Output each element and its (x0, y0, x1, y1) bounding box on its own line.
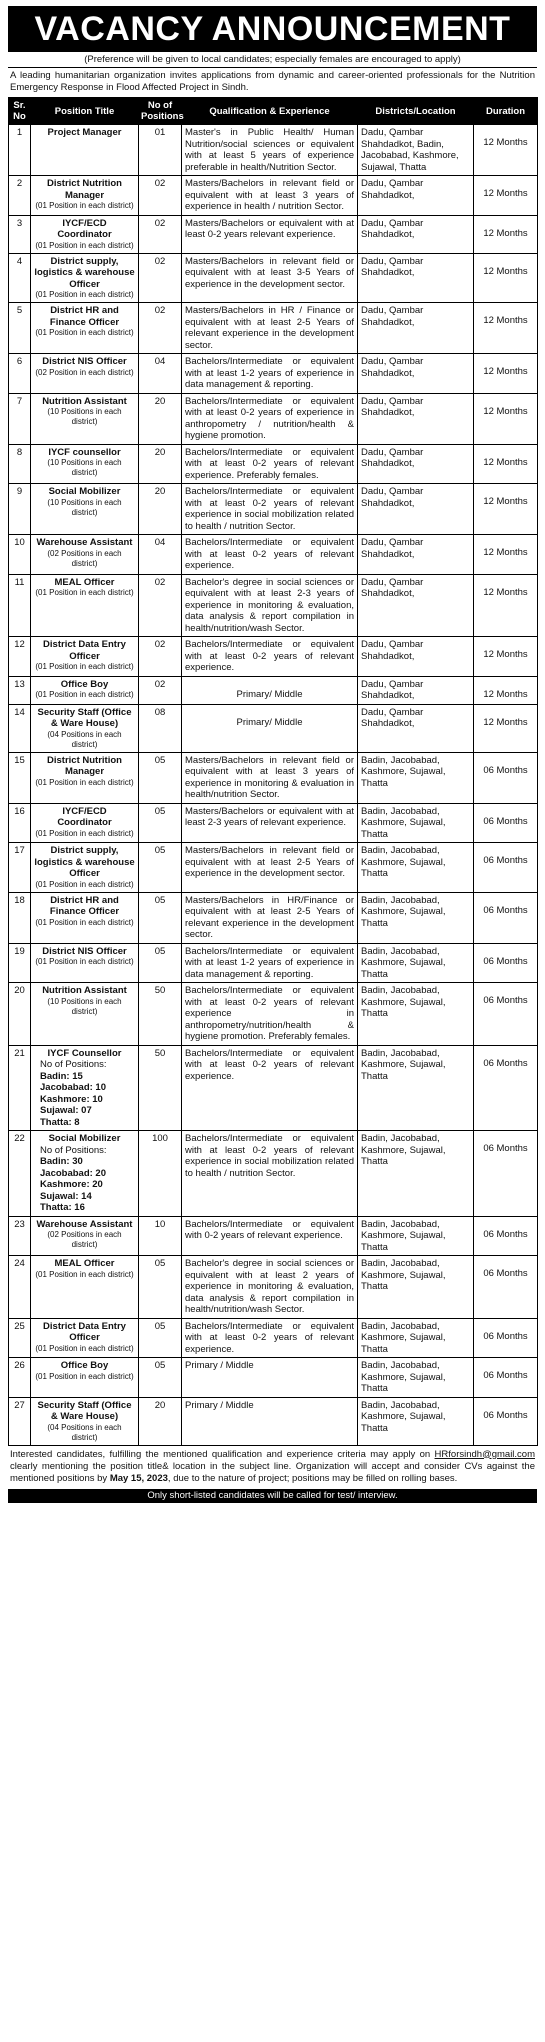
table-row (9, 843, 538, 893)
intro-paragraph: A leading humanitarian organization invites applications from dynamic and career-oriented professionals for the Nutrition Emergency Response in Flood Affected Project in Sindh. (10, 70, 535, 93)
positions-count-cell: 50 (139, 1045, 182, 1131)
position-title: Security Staff (Office & Ware House) (37, 706, 132, 729)
position-title: Office Boy (60, 678, 109, 690)
position-title-cell (31, 1358, 139, 1398)
qualification-cell: Masters/Bachelors in relevant field or equivalent with at least 3-5 Years of experience in the development sector. (182, 253, 358, 303)
position-count-note: (02 Positions in each district) (47, 1230, 122, 1249)
position-count-note: (01 Position in each district) (35, 1343, 134, 1353)
shortlist-notice: Only short-listed candidates will be called for test/ interview. (8, 1489, 537, 1503)
location-cell: Dadu, Qambar Shahdadkot, (358, 704, 474, 752)
position-count-note: (02 Positions in each district) (47, 548, 122, 568)
duration-cell: 06 Months (474, 1045, 538, 1131)
position-count-note: (10 Positions in each district) (47, 497, 122, 517)
qualification-cell: Bachelors/Intermediate or equivalent with at least 0-2 years of relevant experience in anthropometry/nutrition/health & hygiene promotion. Preferably females. (182, 983, 358, 1046)
location-cell: Dadu, Qambar Shahdadkot, (358, 176, 474, 216)
location-cell: Dadu, Qambar Shahdadkot, (358, 574, 474, 637)
duration-cell: 12 Months (474, 354, 538, 394)
qualification-cell: Masters/Bachelors in HR/Finance or equivalent with at least 2-5 Years of relevant experience in the development sector. (182, 892, 358, 943)
position-title-cell (31, 215, 139, 253)
qualification-cell: Bachelors/Intermediate or equivalent with at least 0-2 years of relevant experience. (182, 637, 358, 677)
location-cell: Badin, Jacobabad, Kashmore, Sujawal, Thatta (358, 843, 474, 893)
duration-cell: 06 Months (474, 1256, 538, 1319)
position-title-cell (31, 535, 139, 575)
qualification-cell: Bachelors/Intermediate or equivalent with at least 1-2 years of experience in data management & reporting. (182, 354, 358, 394)
table-row (9, 574, 538, 637)
application-instructions (8, 1446, 537, 1487)
qualification-cell: Bachelor's degree in social sciences or equivalent with at least 2 years of experience in monitoring & evaluation, data analysis & report compilation in health/nutrition/wash Sector. (182, 1256, 358, 1319)
position-count-note: No of Positions: (40, 1059, 107, 1070)
district-breakdown-item: Kashmore: 10 (40, 1093, 103, 1105)
position-title: IYCF/ECD Coordinator (57, 805, 112, 828)
location-cell: Dadu, Qambar Shahdadkot, (358, 215, 474, 253)
sr-no-cell: 23 (9, 1216, 31, 1256)
position-title: District NIS Officer (42, 356, 127, 367)
position-title: Social Mobilizer (48, 486, 121, 497)
positions-count-cell: 20 (139, 444, 182, 484)
district-breakdown-item: Badin: 15 (40, 1070, 83, 1082)
duration-cell: 12 Months (474, 704, 538, 752)
table-row (9, 444, 538, 484)
position-title-cell (31, 1397, 139, 1445)
district-breakdown-item: Kashmore: 20 (40, 1179, 103, 1190)
location-cell: Dadu, Qambar Shahdadkot, (358, 303, 474, 354)
position-title: District Nutrition Manager (47, 178, 122, 201)
position-count-note: (02 Position in each district) (35, 367, 134, 377)
position-title-cell (31, 803, 139, 843)
location-cell: Badin, Jacobabad, Kashmore, Sujawal, Thatta (358, 752, 474, 803)
position-title-cell (31, 303, 139, 354)
table-row (9, 1256, 538, 1319)
qualification-cell: Bachelors/Intermediate or equivalent with at least 0-2 years of relevant experience. Preferably females. (182, 444, 358, 484)
qualification-cell: Primary/ Middle (182, 704, 358, 752)
table-row (9, 1216, 538, 1256)
position-count-note: (01 Position in each district) (35, 828, 134, 838)
position-title-cell (31, 983, 139, 1046)
position-count-note: (01 Position in each district) (35, 957, 134, 966)
positions-count-cell: 20 (139, 484, 182, 535)
sr-no-cell: 9 (9, 484, 31, 535)
positions-count-cell: 05 (139, 1318, 182, 1358)
duration-cell: 06 Months (474, 1397, 538, 1445)
position-title: Warehouse Assistant (36, 537, 133, 548)
positions-count-cell: 100 (139, 1131, 182, 1217)
location-cell: Badin, Jacobabad, Kashmore, Sujawal, Thatta (358, 892, 474, 943)
duration-cell: 06 Months (474, 943, 538, 983)
positions-count-cell: 20 (139, 393, 182, 444)
location-cell: Dadu, Qambar Shahdadkot, (358, 393, 474, 444)
position-title-cell (31, 484, 139, 535)
sr-no-cell: 3 (9, 215, 31, 253)
footer-line-4: , due to the nature of project; positions may be filled on rolling bases. (167, 1472, 458, 1484)
positions-count-cell: 02 (139, 574, 182, 637)
sr-no-cell: 15 (9, 752, 31, 803)
duration-cell: 06 Months (474, 1358, 538, 1398)
sr-no-cell: 1 (9, 125, 31, 176)
position-count-note: (01 Position in each district) (35, 879, 134, 889)
district-breakdown-item: Badin: 30 (40, 1156, 83, 1167)
sr-no-cell: 6 (9, 354, 31, 394)
table-row (9, 1131, 538, 1217)
footer-line-2: clearly mentioning the position title& location in the subject line. (10, 1460, 292, 1472)
duration-cell: 06 Months (474, 1216, 538, 1256)
table-row (9, 303, 538, 354)
table-row (9, 1358, 538, 1398)
position-title-cell (31, 752, 139, 803)
table-row (9, 676, 538, 704)
positions-count-cell: 50 (139, 983, 182, 1046)
position-title: IYCF counsellor (48, 446, 121, 458)
positions-count-cell: 05 (139, 943, 182, 983)
sr-no-cell: 13 (9, 676, 31, 704)
announcement-title: VACANCY ANNOUNCEMENT (8, 6, 537, 52)
qualification-cell: Bachelors/Intermediate or equivalent with at least 0-2 years of relevant experience. (182, 1045, 358, 1131)
preference-note: (Preference will be given to local candidates; especially females are encouraged to apply) (8, 52, 537, 68)
position-title-cell (31, 704, 139, 752)
position-title-cell (31, 354, 139, 394)
district-breakdown-item: Sujawal: 14 (40, 1190, 92, 1202)
positions-count-cell: 05 (139, 752, 182, 803)
sr-no-cell: 18 (9, 892, 31, 943)
positions-count-cell: 05 (139, 843, 182, 893)
position-count-note: (04 Positions in each district) (47, 729, 122, 749)
location-cell: Badin, Jacobabad, Kashmore, Sujawal, Thatta (358, 1256, 474, 1319)
position-title: IYCF/ECD Coordinator (57, 217, 112, 240)
position-count-note: (01 Position in each district) (35, 240, 134, 250)
position-title: District HR and Finance Officer (49, 894, 120, 917)
positions-count-cell: 02 (139, 176, 182, 216)
application-deadline: May 15, 2023 (109, 1472, 168, 1484)
header-duration: Duration (474, 98, 538, 125)
table-row (9, 637, 538, 677)
position-title-cell (31, 1318, 139, 1358)
qualification-cell: Bachelors/Intermediate or equivalent with at least 0-2 years of relevant experience in social mobilization related to health / nutrition Sector. (182, 1131, 358, 1217)
position-title-cell (31, 892, 139, 943)
positions-count-cell: 02 (139, 303, 182, 354)
position-title-cell (31, 637, 139, 677)
table-row (9, 1397, 538, 1445)
table-row (9, 215, 538, 253)
position-count-note: (10 Positions in each district) (47, 407, 122, 426)
footer-line-3: Organization will accept and consider CVs against the mentioned positions by (10, 1460, 535, 1484)
duration-cell: 06 Months (474, 892, 538, 943)
sr-no-cell: 26 (9, 1358, 31, 1398)
duration-cell: 12 Months (474, 535, 538, 575)
position-count-note: (01 Position in each district) (35, 1371, 134, 1381)
position-title-cell (31, 843, 139, 893)
duration-cell: 12 Months (474, 574, 538, 637)
position-count-note: (10 Positions in each district) (47, 996, 122, 1016)
sr-no-cell: 17 (9, 843, 31, 893)
district-breakdown-item: Thatta: 8 (40, 1116, 80, 1128)
qualification-cell: Primary/ Middle (182, 676, 358, 704)
positions-count-cell: 10 (139, 1216, 182, 1256)
positions-count-cell: 02 (139, 215, 182, 253)
qualification-cell: Masters/Bachelors or equivalent with at least 0-2 years relevant experience. (182, 215, 358, 253)
qualification-cell: Bachelors/Intermediate or equivalent with at least 0-2 years of relevant experience. (182, 535, 358, 575)
position-title: District supply, logistics & warehouse Officer (34, 845, 135, 879)
header-location: Districts/Location (358, 98, 474, 125)
sr-no-cell: 22 (9, 1131, 31, 1217)
positions-count-cell: 05 (139, 892, 182, 943)
vacancy-table (8, 97, 538, 1446)
qualification-cell: Primary / Middle (182, 1397, 358, 1445)
position-title-cell (31, 1131, 139, 1217)
table-row (9, 535, 538, 575)
qualification-cell: Bachelors/Intermediate or equivalent with 0-2 years of relevant experience. (182, 1216, 358, 1256)
duration-cell: 12 Months (474, 303, 538, 354)
table-row (9, 1045, 538, 1131)
positions-count-cell: 05 (139, 1256, 182, 1319)
position-title: Social Mobilizer (48, 1133, 121, 1144)
position-title: Warehouse Assistant (36, 1218, 133, 1230)
positions-count-cell: 01 (139, 125, 182, 176)
sr-no-cell: 24 (9, 1256, 31, 1319)
location-cell: Dadu, Qambar Shahdadkot, (358, 444, 474, 484)
position-title-cell (31, 125, 139, 176)
position-title-cell (31, 393, 139, 444)
location-cell: Badin, Jacobabad, Kashmore, Sujawal, Thatta (358, 1216, 474, 1256)
position-title: Security Staff (Office & Ware House) (37, 1399, 132, 1422)
table-row (9, 803, 538, 843)
positions-count-cell: 20 (139, 1397, 182, 1445)
duration-cell: 12 Months (474, 176, 538, 216)
sr-no-cell: 19 (9, 943, 31, 983)
position-title-cell (31, 574, 139, 637)
district-breakdown-item: Sujawal: 07 (40, 1105, 92, 1116)
sr-no-cell: 5 (9, 303, 31, 354)
position-title-cell (31, 1216, 139, 1256)
position-title-cell (31, 676, 139, 704)
table-row (9, 752, 538, 803)
table-row (9, 1318, 538, 1358)
qualification-cell: Bachelors/Intermediate or equivalent with at least 0-2 years of relevant experience in social mobilization related to health / nutrition Sector. (182, 484, 358, 535)
positions-count-cell: 02 (139, 676, 182, 704)
table-row (9, 125, 538, 176)
qualification-cell: Masters/Bachelors in relevant field or equivalent with at least 3 years of experience in health / nutrition Sector. (182, 176, 358, 216)
qualification-cell: Masters/Bachelors in HR / Finance or equivalent with at least 2-5 Years of relevant experience in the development sector. (182, 303, 358, 354)
location-cell: Badin, Jacobabad, Kashmore, Sujawal, Thatta (358, 983, 474, 1046)
position-count-note: (01 Position in each district) (35, 777, 134, 787)
positions-count-cell: 05 (139, 803, 182, 843)
sr-no-cell: 14 (9, 704, 31, 752)
qualification-cell: Master's in Public Health/ Human Nutrition/social sciences or equivalent with at least 5 years of experience preferable in health/Nutrition Sector. (182, 125, 358, 176)
district-breakdown-item: Jacobabad: 10 (40, 1082, 106, 1093)
duration-cell: 12 Months (474, 215, 538, 253)
qualification-cell: Primary / Middle (182, 1358, 358, 1398)
location-cell: Badin, Jacobabad, Kashmore, Sujawal, Thatta (358, 1318, 474, 1358)
position-title: MEAL Officer (54, 1258, 115, 1269)
district-breakdown-item: Jacobabad: 20 (40, 1167, 106, 1179)
header-position-title: Position Title (31, 98, 139, 125)
sr-no-cell: 12 (9, 637, 31, 677)
positions-count-cell: 02 (139, 637, 182, 677)
position-title: Project Manager (47, 127, 122, 138)
application-email-link[interactable]: HRforsindh@gmail.com (434, 1448, 535, 1460)
position-count-note: (01 Position in each district) (35, 201, 134, 210)
positions-count-cell: 04 (139, 354, 182, 394)
header-no-of-positions: No of Positions (139, 98, 182, 125)
duration-cell: 06 Months (474, 1318, 538, 1358)
position-title-cell (31, 943, 139, 983)
location-cell: Dadu, Qambar Shahdadkot, (358, 637, 474, 677)
footer-line-1: Interested candidates, fulfilling the mentioned qualification and experience criteria may apply on (10, 1448, 431, 1460)
duration-cell: 12 Months (474, 637, 538, 677)
duration-cell: 12 Months (474, 444, 538, 484)
location-cell: Badin, Jacobabad, Kashmore, Sujawal, Thatta (358, 1397, 474, 1445)
sr-no-cell: 21 (9, 1045, 31, 1131)
position-title: District HR and Finance Officer (49, 305, 120, 328)
position-title-cell (31, 1045, 139, 1131)
duration-cell: 12 Months (474, 253, 538, 303)
table-row (9, 983, 538, 1046)
position-title: Nutrition Assistant (42, 395, 127, 407)
table-row (9, 176, 538, 216)
location-cell: Badin, Jacobabad, Kashmore, Sujawal, Thatta (358, 803, 474, 843)
position-count-note: (01 Position in each district) (35, 290, 134, 299)
location-cell: Badin, Jacobabad, Kashmore, Sujawal, Thatta (358, 1045, 474, 1131)
position-title: District Data Entry Officer (43, 639, 126, 662)
qualification-cell: Masters/Bachelors or equivalent with at least 2-3 years of relevant experience. (182, 803, 358, 843)
table-row (9, 892, 538, 943)
qualification-cell: Bachelor's degree in social sciences or equivalent with at least 2-3 years of experience in monitoring & evaluation, data analysis & report compilation in health/nutrition/wash Sector. (182, 574, 358, 637)
duration-cell: 06 Months (474, 803, 538, 843)
qualification-cell: Masters/Bachelors in relevant field or equivalent with at least 2-5 Years of experience in the development sector. (182, 843, 358, 893)
table-header-row (9, 98, 538, 125)
position-title-cell (31, 444, 139, 484)
sr-no-cell: 27 (9, 1397, 31, 1445)
position-title-cell (31, 176, 139, 216)
position-title: IYCF Counsellor (47, 1047, 122, 1059)
position-title-cell (31, 1256, 139, 1319)
position-count-note: No of Positions: (40, 1144, 107, 1156)
location-cell: Dadu, Qambar Shahdadkot, (358, 535, 474, 575)
position-title: District Data Entry Officer (43, 1320, 126, 1343)
qualification-cell: Bachelors/Intermediate or equivalent with at least 0-2 years of experience in anthropometry / nutrition/health & hygiene promotion. (182, 393, 358, 444)
sr-no-cell: 16 (9, 803, 31, 843)
duration-cell: 06 Months (474, 1131, 538, 1217)
sr-no-cell: 8 (9, 444, 31, 484)
location-cell: Badin, Jacobabad, Kashmore, Sujawal, Thatta (358, 943, 474, 983)
position-count-note: (10 Positions in each district) (47, 458, 122, 477)
sr-no-cell: 25 (9, 1318, 31, 1358)
sr-no-cell: 20 (9, 983, 31, 1046)
table-row (9, 484, 538, 535)
positions-count-cell: 08 (139, 704, 182, 752)
positions-count-cell: 02 (139, 253, 182, 303)
qualification-cell: Bachelors/Intermediate or equivalent with at least 1-2 years of experience in data management & reporting. (182, 943, 358, 983)
position-count-note: (01 Position in each district) (35, 588, 134, 597)
position-count-note: (01 Position in each district) (35, 328, 134, 337)
header-sr-no: Sr. No (9, 98, 31, 125)
location-cell: Badin, Jacobabad, Kashmore, Sujawal, Thatta (358, 1358, 474, 1398)
sr-no-cell: 7 (9, 393, 31, 444)
duration-cell: 12 Months (474, 676, 538, 704)
location-cell: Dadu, Qambar Shahdadkot, (358, 484, 474, 535)
sr-no-cell: 10 (9, 535, 31, 575)
position-title: MEAL Officer (54, 576, 115, 588)
position-count-note: (01 Position in each district) (35, 917, 134, 927)
sr-no-cell: 11 (9, 574, 31, 637)
position-title: District NIS Officer (42, 945, 127, 957)
duration-cell: 06 Months (474, 752, 538, 803)
duration-cell: 12 Months (474, 484, 538, 535)
position-count-note: (01 Position in each district) (35, 1269, 134, 1279)
vacancy-announcement (8, 0, 537, 1503)
duration-cell: 12 Months (474, 125, 538, 176)
qualification-cell: Masters/Bachelors in relevant field or equivalent with at least 3 years of experience in monitoring & evaluation in health/nutrition Sector. (182, 752, 358, 803)
location-cell: Badin, Jacobabad, Kashmore, Sujawal, Thatta (358, 1131, 474, 1217)
positions-count-cell: 05 (139, 1358, 182, 1398)
table-row (9, 354, 538, 394)
position-title: Nutrition Assistant (42, 985, 127, 996)
position-count-note: (01 Position in each district) (35, 690, 134, 699)
table-row (9, 943, 538, 983)
position-count-note: (01 Position in each district) (35, 662, 134, 671)
table-row (9, 393, 538, 444)
duration-cell: 06 Months (474, 983, 538, 1046)
location-cell: Dadu, Qambar Shahdadkot, (358, 676, 474, 704)
position-count-note: (04 Positions in each district) (47, 1422, 122, 1442)
position-title: District Nutrition Manager (47, 754, 122, 777)
location-cell: Dadu, Qambar Shahdadkot, (358, 354, 474, 394)
qualification-cell: Bachelors/Intermediate or equivalent with at least 0-2 years of relevant experience. (182, 1318, 358, 1358)
table-row (9, 704, 538, 752)
district-breakdown-item: Thatta: 16 (40, 1202, 85, 1213)
header-qualification: Qualification & Experience (182, 98, 358, 125)
duration-cell: 12 Months (474, 393, 538, 444)
positions-count-cell: 04 (139, 535, 182, 575)
position-title: District supply, logistics & warehouse Officer (34, 255, 135, 290)
position-title-cell (31, 253, 139, 303)
location-cell: Dadu, Qambar Shahdadkot, (358, 253, 474, 303)
sr-no-cell: 4 (9, 253, 31, 303)
table-row (9, 253, 538, 303)
position-title: Office Boy (60, 1360, 109, 1371)
location-cell: Dadu, Qambar Shahdadkot, Badin, Jacobabad, Kashmore, Sujawal, Thatta (358, 125, 474, 176)
sr-no-cell: 2 (9, 176, 31, 216)
duration-cell: 06 Months (474, 843, 538, 893)
